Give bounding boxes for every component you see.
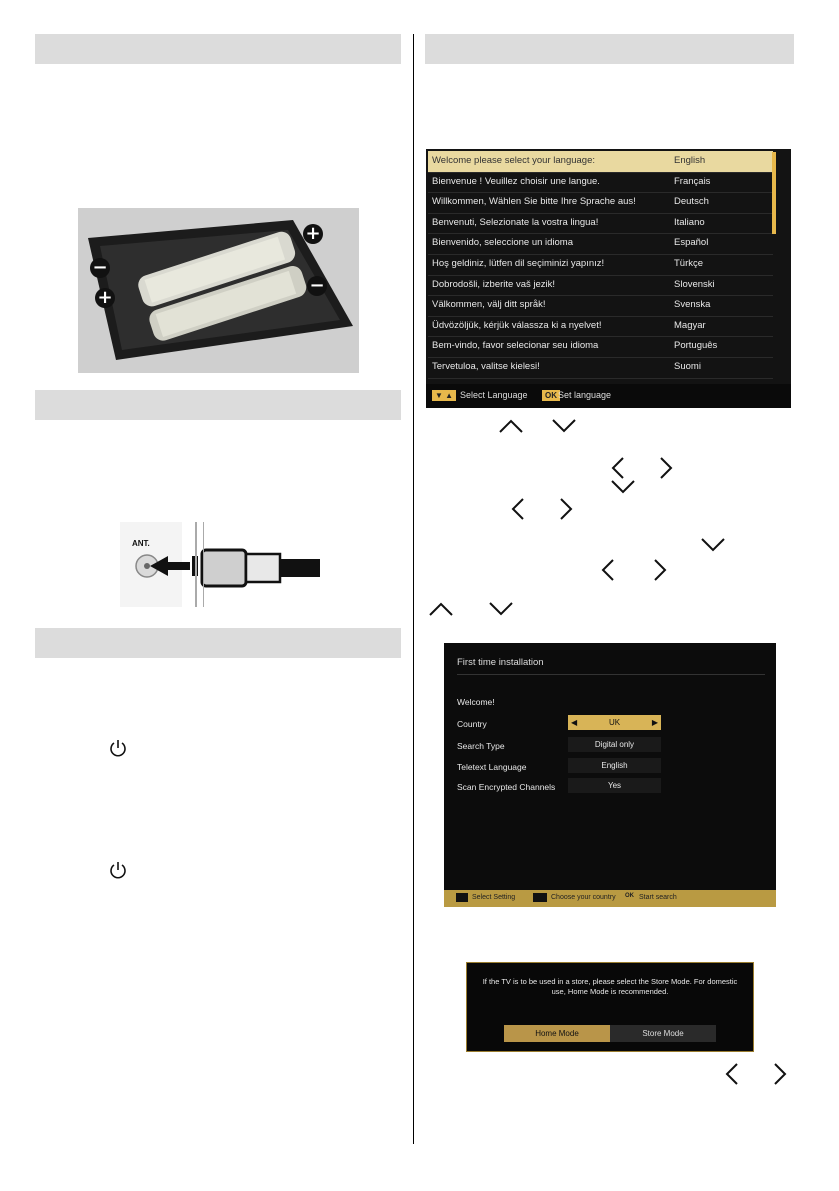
polarity-minus-icon: −: [90, 258, 110, 278]
antenna-illustration: [120, 522, 320, 607]
language-name: English: [674, 155, 706, 166]
language-selection-screen: [426, 149, 791, 408]
down-arrow-icon: [698, 536, 728, 554]
down-arrow-icon: [549, 417, 579, 435]
language-prompt: Välkommen, välj ditt språk!: [432, 299, 546, 311]
down-arrow-icon: [608, 478, 638, 496]
section-header-first-install: [425, 34, 794, 64]
store-mode-message: If the TV is to be used in a store, please select the Store Mode. For domestic use, Home Mode is recommended.: [482, 977, 738, 996]
antenna-plug-graphic: [120, 522, 320, 607]
polarity-plus-icon: +: [303, 224, 323, 244]
language-prompt: Welcome please select your language:: [432, 155, 596, 166]
title-divider: [457, 674, 765, 675]
right-arrow-icon[interactable]: ▶: [651, 718, 658, 727]
battery-illustration: [78, 208, 359, 373]
language-row[interactable]: [428, 357, 773, 379]
language-footer: [426, 384, 791, 408]
left-right-keys-icon: [533, 893, 547, 902]
left-arrow-icon: [510, 496, 526, 522]
polarity-minus-icon: −: [307, 276, 327, 296]
left-arrow-icon: [724, 1061, 740, 1087]
choose-country-hint: Choose your country: [551, 894, 616, 901]
scan-encrypted-value[interactable]: Yes: [568, 778, 661, 793]
left-arrow-icon: [600, 557, 616, 583]
select-language-hint: Select Language: [460, 390, 528, 400]
language-row[interactable]: [428, 336, 773, 358]
section-header-power: [35, 628, 401, 658]
up-arrow-icon: [426, 600, 456, 618]
down-up-keys-icon: ▼ ▲: [432, 390, 456, 401]
language-name: Deutsch: [674, 196, 709, 208]
language-name: Suomi: [674, 361, 701, 372]
language-row[interactable]: [428, 151, 773, 173]
scan-encrypted-label: Scan Encrypted Channels: [457, 782, 556, 792]
installation-title: First time installation: [457, 657, 544, 668]
teletext-language-label: Teletext Language: [457, 762, 527, 772]
teletext-language-value[interactable]: English: [568, 758, 661, 773]
home-mode-button[interactable]: Home Mode: [504, 1025, 610, 1042]
language-row[interactable]: [428, 192, 773, 214]
store-mode-dialog: [466, 962, 754, 1052]
ok-key-icon: OK: [625, 893, 634, 899]
up-arrow-icon: [496, 417, 526, 435]
language-name: Svenska: [674, 299, 711, 311]
language-name: Magyar: [674, 319, 706, 331]
language-name: Türkçe: [674, 258, 704, 269]
antenna-label: ANT.: [132, 539, 150, 548]
scrollbar-thumb[interactable]: [772, 152, 776, 234]
language-row[interactable]: [428, 275, 773, 297]
section-header-antenna: [35, 390, 401, 420]
search-type-value[interactable]: Digital only: [568, 737, 661, 752]
right-arrow-icon: [772, 1061, 788, 1087]
right-arrow-icon: [558, 496, 574, 522]
language-row[interactable]: [428, 233, 773, 255]
language-prompt: Dobrodošli, izberite vaš jezik!: [432, 278, 556, 290]
up-down-keys-icon: [456, 893, 468, 902]
language-prompt: Üdvözöljük, kérjük válassza ki a nyelvet!: [432, 319, 602, 331]
select-setting-hint: Select Setting: [472, 894, 516, 901]
start-search-hint: Start search: [639, 894, 677, 901]
language-row[interactable]: [428, 295, 773, 317]
store-mode-button[interactable]: Store Mode: [610, 1025, 716, 1042]
language-prompt: Bienvenido, seleccione un idioma: [432, 237, 574, 249]
polarity-plus-icon: +: [95, 288, 115, 308]
country-value: UK: [608, 718, 621, 727]
right-arrow-icon: [658, 455, 674, 481]
language-row[interactable]: [428, 316, 773, 338]
welcome-text: Welcome!: [457, 697, 495, 707]
language-name: Slovenski: [674, 278, 715, 290]
language-row[interactable]: [428, 213, 773, 235]
language-name: Français: [674, 175, 711, 187]
language-prompt: Bienvenue ! Veuillez choisir une langue.: [432, 175, 600, 187]
column-divider: [413, 34, 414, 1144]
ok-key-icon: OK: [542, 390, 560, 401]
language-name: Español: [674, 237, 709, 249]
search-type-label: Search Type: [457, 741, 505, 751]
country-selector[interactable]: [568, 715, 661, 730]
country-label: Country: [457, 719, 487, 729]
standby-power-icon: [108, 738, 128, 758]
language-prompt: Hoş geldiniz, lütfen dil seçiminizi yapınız!: [432, 258, 605, 269]
set-language-hint: Set language: [558, 390, 612, 400]
down-arrow-icon: [486, 600, 516, 618]
right-arrow-icon: [652, 557, 668, 583]
language-prompt: Tervetuloa, valitse kielesi!: [432, 361, 540, 372]
installation-footer: [444, 890, 776, 907]
language-prompt: Willkommen, Wählen Sie bitte Ihre Sprache aus!: [432, 196, 636, 208]
standby-power-icon: [108, 860, 128, 880]
language-row[interactable]: [428, 254, 773, 276]
language-name: Português: [674, 340, 718, 352]
language-row[interactable]: [428, 172, 773, 194]
language-name: Italiano: [674, 216, 705, 228]
left-arrow-icon[interactable]: ◀: [571, 718, 578, 727]
language-prompt: Bem-vindo, favor selecionar seu idioma: [432, 340, 599, 352]
language-prompt: Benvenuti, Selezionate la vostra lingua!: [432, 216, 599, 228]
first-time-installation-screen: [444, 643, 776, 907]
section-header-batteries: [35, 34, 401, 64]
